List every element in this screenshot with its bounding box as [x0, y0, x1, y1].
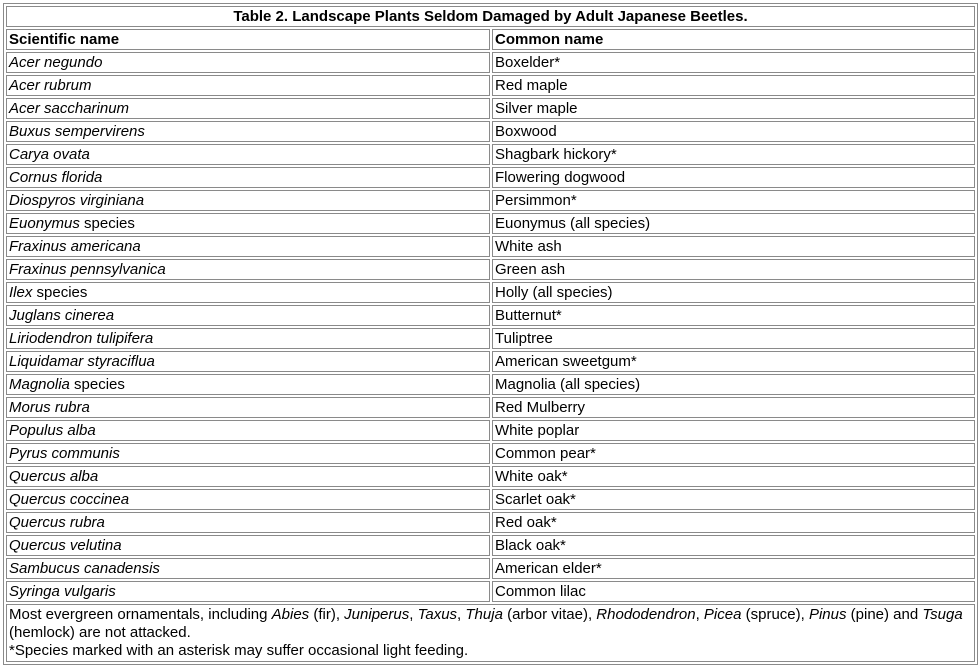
table-row — [6, 259, 975, 280]
common-name-cell: Tuliptree — [492, 328, 975, 349]
scientific-name: Quercus coccinea — [9, 491, 130, 508]
common-name-cell: Boxwood — [492, 121, 975, 142]
common-name-cell: White ash — [492, 236, 975, 257]
common-name-cell: Red Mulberry — [492, 397, 975, 418]
table-row — [6, 190, 975, 211]
scientific-name-cell — [6, 397, 490, 418]
scientific-name: Acer rubrum — [9, 77, 92, 94]
table-row — [6, 52, 975, 73]
notes-genus: Thuja — [465, 606, 503, 623]
scientific-name-cell — [6, 213, 490, 234]
common-name-cell: Silver maple — [492, 98, 975, 119]
scientific-name-cell — [6, 144, 490, 165]
common-name-cell: Boxelder* — [492, 52, 975, 73]
scientific-name: Magnolia — [9, 376, 70, 393]
notes-text: , — [457, 606, 466, 623]
notes-genus: Picea — [703, 606, 742, 623]
table-row — [6, 98, 975, 119]
scientific-name-suffix: species — [69, 376, 125, 393]
common-name-cell: Red maple — [492, 75, 975, 96]
notes-genus: Pinus — [808, 606, 847, 623]
scientific-name-cell — [6, 512, 490, 533]
table-row — [6, 282, 975, 303]
plants-table — [3, 3, 978, 665]
notes-genus: Juniperus — [344, 606, 410, 623]
scientific-name-suffix: species — [79, 215, 135, 232]
common-name-cell: American elder* — [492, 558, 975, 579]
scientific-name: Liriodendron tulipifera — [9, 330, 154, 347]
scientific-name-cell — [6, 558, 490, 579]
table-row — [6, 443, 975, 464]
table-row — [6, 581, 975, 602]
scientific-name-cell — [6, 489, 490, 510]
caption-row — [6, 6, 975, 27]
scientific-name: Carya ovata — [9, 146, 90, 163]
scientific-name: Fraxinus pennsylvanica — [9, 261, 166, 278]
scientific-name: Quercus rubra — [9, 514, 105, 531]
scientific-name: Pyrus communis — [9, 445, 120, 462]
scientific-name-cell — [6, 351, 490, 372]
notes-genus: Rhododendron — [596, 606, 696, 623]
scientific-name: Populus alba — [9, 422, 96, 439]
scientific-name: Ilex — [9, 284, 33, 301]
common-name-cell: Green ash — [492, 259, 975, 280]
scientific-name: Fraxinus americana — [9, 238, 141, 255]
common-name-cell: Common lilac — [492, 581, 975, 602]
scientific-name: Acer negundo — [9, 54, 103, 71]
common-name-cell: Red oak* — [492, 512, 975, 533]
scientific-name: Quercus alba — [9, 468, 99, 485]
table-row — [6, 305, 975, 326]
common-name-cell: Persimmon* — [492, 190, 975, 211]
notes-evergreen — [9, 606, 963, 641]
table-row — [6, 236, 975, 257]
scientific-name-cell — [6, 52, 490, 73]
scientific-name: Diospyros virginiana — [9, 192, 145, 209]
scientific-name: Syringa vulgaris — [9, 583, 116, 600]
header-common-name: Common name — [492, 29, 975, 50]
table-body — [6, 52, 975, 602]
table-row — [6, 420, 975, 441]
table-row — [6, 328, 975, 349]
common-name-cell: Butternut* — [492, 305, 975, 326]
notes-text: (pine) and — [846, 606, 923, 623]
common-name-cell: White oak* — [492, 466, 975, 487]
scientific-name: Quercus velutina — [9, 537, 122, 554]
header-row — [6, 29, 975, 50]
common-name-cell: Euonymus (all species) — [492, 213, 975, 234]
table-row — [6, 489, 975, 510]
scientific-name-cell — [6, 466, 490, 487]
scientific-name: Juglans cinerea — [9, 307, 115, 324]
notes-text: , — [695, 606, 704, 623]
table-row — [6, 466, 975, 487]
table-row — [6, 351, 975, 372]
notes-text: (spruce), — [741, 606, 809, 623]
notes-text: (hemlock) are not attacked. — [9, 624, 191, 641]
scientific-name-cell — [6, 443, 490, 464]
table-notes — [6, 604, 975, 662]
notes-text: (fir), — [309, 606, 345, 623]
table-row — [6, 213, 975, 234]
scientific-name-cell — [6, 374, 490, 395]
scientific-name-cell — [6, 282, 490, 303]
notes-asterisk: *Species marked with an asterisk may suffer occasional light feeding. — [9, 642, 469, 659]
common-name-cell: Common pear* — [492, 443, 975, 464]
table-row — [6, 167, 975, 188]
scientific-name-cell — [6, 328, 490, 349]
scientific-name-cell — [6, 98, 490, 119]
notes-genus: Abies — [271, 606, 310, 623]
scientific-name: Buxus sempervirens — [9, 123, 145, 140]
scientific-name-suffix: species — [32, 284, 88, 301]
table-row — [6, 558, 975, 579]
scientific-name-cell — [6, 167, 490, 188]
common-name-cell: Magnolia (all species) — [492, 374, 975, 395]
scientific-name-cell — [6, 75, 490, 96]
table-row — [6, 535, 975, 556]
notes-genus: Tsuga — [922, 606, 963, 623]
table-row — [6, 397, 975, 418]
common-name-cell: Flowering dogwood — [492, 167, 975, 188]
scientific-name-cell — [6, 305, 490, 326]
table-row — [6, 512, 975, 533]
common-name-cell: Holly (all species) — [492, 282, 975, 303]
scientific-name-cell — [6, 259, 490, 280]
common-name-cell: Black oak* — [492, 535, 975, 556]
notes-text: Most evergreen ornamentals, including — [9, 606, 272, 623]
scientific-name: Cornus florida — [9, 169, 103, 186]
header-scientific-name: Scientific name — [6, 29, 490, 50]
scientific-name: Euonymus — [9, 215, 80, 232]
common-name-cell: White poplar — [492, 420, 975, 441]
scientific-name: Liquidamar styraciflua — [9, 353, 155, 370]
notes-row — [6, 604, 975, 662]
notes-text: , — [409, 606, 418, 623]
scientific-name-cell — [6, 190, 490, 211]
table-row — [6, 121, 975, 142]
common-name-cell: American sweetgum* — [492, 351, 975, 372]
table-caption: Table 2. Landscape Plants Seldom Damaged by Adult Japanese Beetles. — [6, 6, 975, 27]
scientific-name: Sambucus canadensis — [9, 560, 160, 577]
table-row — [6, 374, 975, 395]
scientific-name-cell — [6, 236, 490, 257]
scientific-name-cell — [6, 121, 490, 142]
scientific-name-cell — [6, 581, 490, 602]
common-name-cell: Shagbark hickory* — [492, 144, 975, 165]
scientific-name: Morus rubra — [9, 399, 90, 416]
scientific-name-cell — [6, 535, 490, 556]
notes-text: (arbor vitae), — [502, 606, 597, 623]
common-name-cell: Scarlet oak* — [492, 489, 975, 510]
notes-genus: Taxus — [417, 606, 458, 623]
scientific-name: Acer saccharinum — [9, 100, 130, 117]
table-row — [6, 144, 975, 165]
scientific-name-cell — [6, 420, 490, 441]
table-row — [6, 75, 975, 96]
